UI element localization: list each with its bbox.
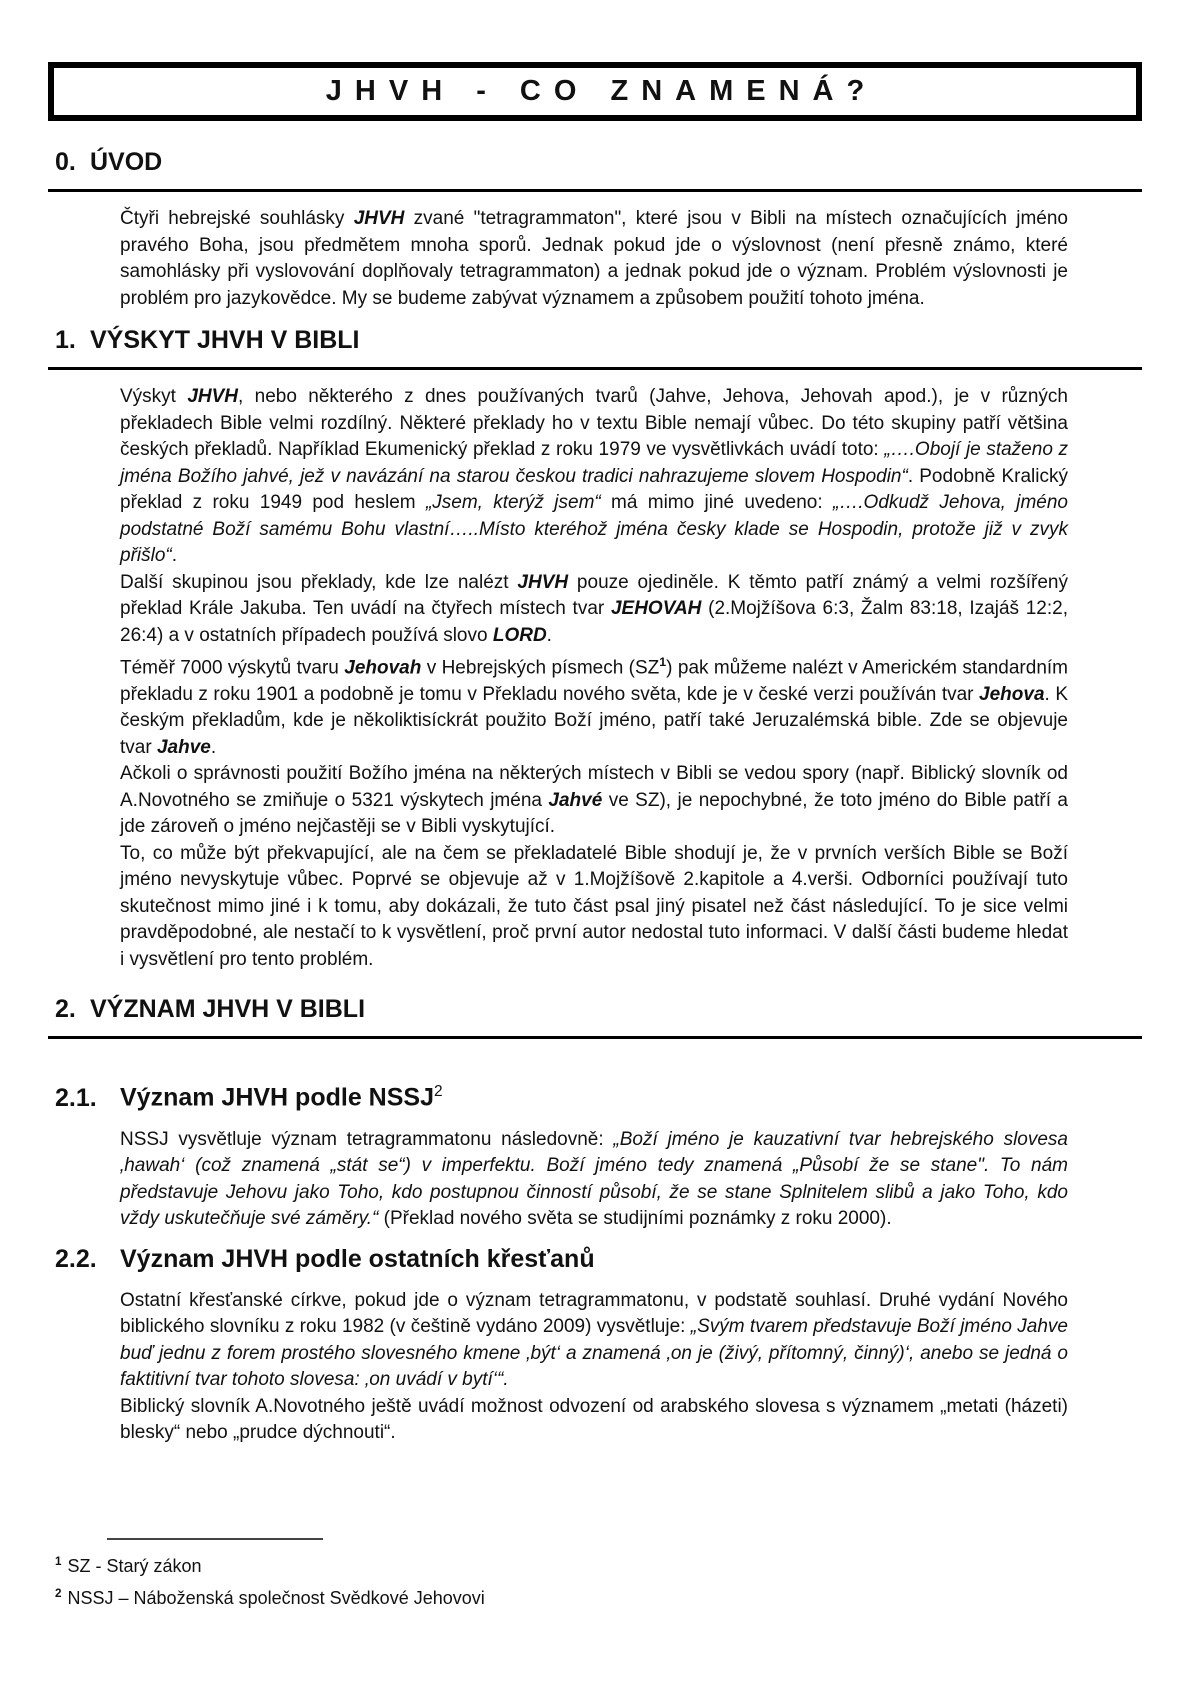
section-2-2-body <box>120 1288 1068 1447</box>
paragraph: To, co může být překvapující, ale na čem se překladatelé Bible shodují je, že v prvních verších Bible se Boží jméno nevyskytuje vůbec. Poprvé se objevuje až v 1.Mojžíšově 2.kapitole a 4.verši. Odborníci používají tuto skutečnost mimo jiné i k tomu, aby dokázali, že tuto část psal jiný pisatel než část následující. To je sice velmi pravděpodobné, ale nestačí to k vysvětlení, proč první autor nedostal tuto informaci. V další části budeme hledat i vysvětlení pro tento problém. <box>120 842 1068 970</box>
paragraph: Další skupinou jsou překlady, kde lze nalézt JHVH pouze ojediněle. K těmto patří známý a velmi rozšířený překlad Krále Jakuba. Ten uvádí na čtyřech místech tvar JEHOVAH (2.Mojžíšova 6:3, Žalm 83:18, Izajáš 12:2, 26:4) a v ostatních případech používá slovo LORD. <box>120 571 1068 646</box>
paragraph: Výskyt JHVH, nebo některého z dnes používaných tvarů (Jahve, Jehova, Jehovah apod.), je v různých překladech Bible velmi rozdílný. Některé překlady ho v textu Bible nemají vůbec. Do této skupiny patří většina českých překladů. Například Ekumenický překlad z roku 1979 ve vysvětlivkách uvádí toto: „….Obojí je staženo z jména Božího jahvé, jež v navázání na starou českou tradici nahrazujeme slovem Hospodin“. Podobně Kralický překlad z roku 1949 pod heslem „Jsem, kterýž jsem“ má mimo jiné uvedeno: „….Odkudž Jehova, jméno podstatné Boží samému Bohu vlastní…..Místo kteréhož jména česky klade se Hospodin, protože již v zvyk přišlo“. <box>120 386 1069 566</box>
footnote-marker: 2 <box>55 1587 62 1600</box>
footnote-separator <box>107 1538 323 1540</box>
section-number: 0. <box>55 148 76 176</box>
section-heading-2 <box>48 995 1142 1024</box>
paragraph: Téměř 7000 výskytů tvaru Jehovah v Hebrejských písmech $(SZ^1)$ pak můžeme nalézt v Americkém standardním překladu z roku 1901 a podobně je tomu v Překladu nového světa, kde je v české verzi používán tvar Jehova. K českým překladům, kde je několiktisíckrát použito Boží jméno, patří také Jeruzalémská bible. Zde se objevuje tvar Jahve. <box>120 655 1068 758</box>
section-1-body <box>120 384 1068 973</box>
footnote <box>55 1548 485 1580</box>
document-title: JHVH - CO ZNAMENÁ? <box>48 62 1142 121</box>
section-title: ÚVOD <box>90 148 163 176</box>
section-0-body <box>120 206 1068 312</box>
section-number: 2. <box>55 995 76 1024</box>
section-title: Význam JHVH podle ostatních křesťanů <box>120 1244 595 1273</box>
paragraph: Ačkoli o správnosti použití Božího jména na některých místech v Bibli se vedou spory (např. Biblický slovník od A.Novotného se zmiňuje o 5321 výskytech jména Jahvé ve SZ), je nepochybné, že toto jméno do Bible patří a jde zároveň o jméno nejčastěji se v Bibli vyskytující. <box>120 763 1068 838</box>
footnote-text: NSSJ – Náboženská společnost Svědkové Jehovovi <box>67 1588 485 1608</box>
section-heading-1 <box>48 326 1142 355</box>
paragraph: NSSJ vysvětluje význam tetragrammatonu následovně: „Boží jméno je kauzativní tvar hebrejského slovesa ‚hawah‘ (což znamená „stát se“) v imperfektu. Boží jméno tedy znamená „Působí že se stane". To nám představuje Jehovu jako Toho, kdo postupnou činností působí, že se stane Splnitelem slibů a jako Toho, kdo vždy uskutečňuje své záměry.“ (Překlad nového světa se studijními poznámky z roku 2000). <box>120 1128 1069 1230</box>
footnote-marker: 1 <box>55 1555 62 1568</box>
section-title: VÝSKYT JHVH V BIBLI <box>90 326 360 354</box>
paragraph: Ostatní křesťanské církve, pokud jde o význam tetragrammatonu, v podstatě souhlasí. Druhé vydání Nového biblického slovníku z roku 1982 (v češtině vydáno 2009) vysvětluje: „Svým tvarem představuje Boží jméno Jahve buď jednu z forem prostého slovesného kmene ‚být‘ a znamená ‚on je (živý, přítomný, činný)‘, anebo se jedná o faktitivní tvar tohoto slovesa: ‚on uvádí v bytí‘“. <box>120 1289 1068 1391</box>
section-number: 2.2. <box>55 1244 97 1273</box>
heading-rule <box>48 189 1142 192</box>
section-heading-0 <box>48 148 1142 177</box>
footnote-text: SZ - Starý zákon <box>67 1556 202 1576</box>
section-title: VÝZNAM JHVH V BIBLI <box>90 995 366 1024</box>
paragraph: Čtyři hebrejské souhlásky JHVH zvané "tetragrammaton", které jsou v Bibli na místech označujících jméno pravého Boha, jsou předmětem mnoha sporů. Jednak pokud jde o výslovnost (není přesně známo, které samohlásky při vyslovování doplňovaly tetragrammaton) a jednak pokud jde o význam. Problém výslovnosti je problém pro jazykovědce. My se budeme zabývat významem a způsobem použití tohoto jména. <box>120 208 1068 309</box>
section-title: Význam JHVH podle NSSJ <box>120 1083 434 1112</box>
section-2-1-body <box>120 1127 1068 1233</box>
section-heading-2-2 <box>48 1245 1142 1274</box>
section-number: 1. <box>55 326 76 354</box>
paragraph: Biblický slovník A.Novotného ještě uvádí možnost odvození od arabského slovesa s významem „metati (házeti) blesky“ nebo „prudce dýchnouti“. <box>120 1395 1068 1444</box>
footnote-reference: 2 <box>433 1083 443 1101</box>
section-heading-2-1 <box>48 1077 1142 1112</box>
footnote <box>55 1580 485 1612</box>
heading-rule <box>48 1036 1142 1039</box>
section-number: 2.1. <box>55 1083 97 1112</box>
footnotes <box>55 1538 485 1612</box>
heading-rule <box>48 367 1142 370</box>
